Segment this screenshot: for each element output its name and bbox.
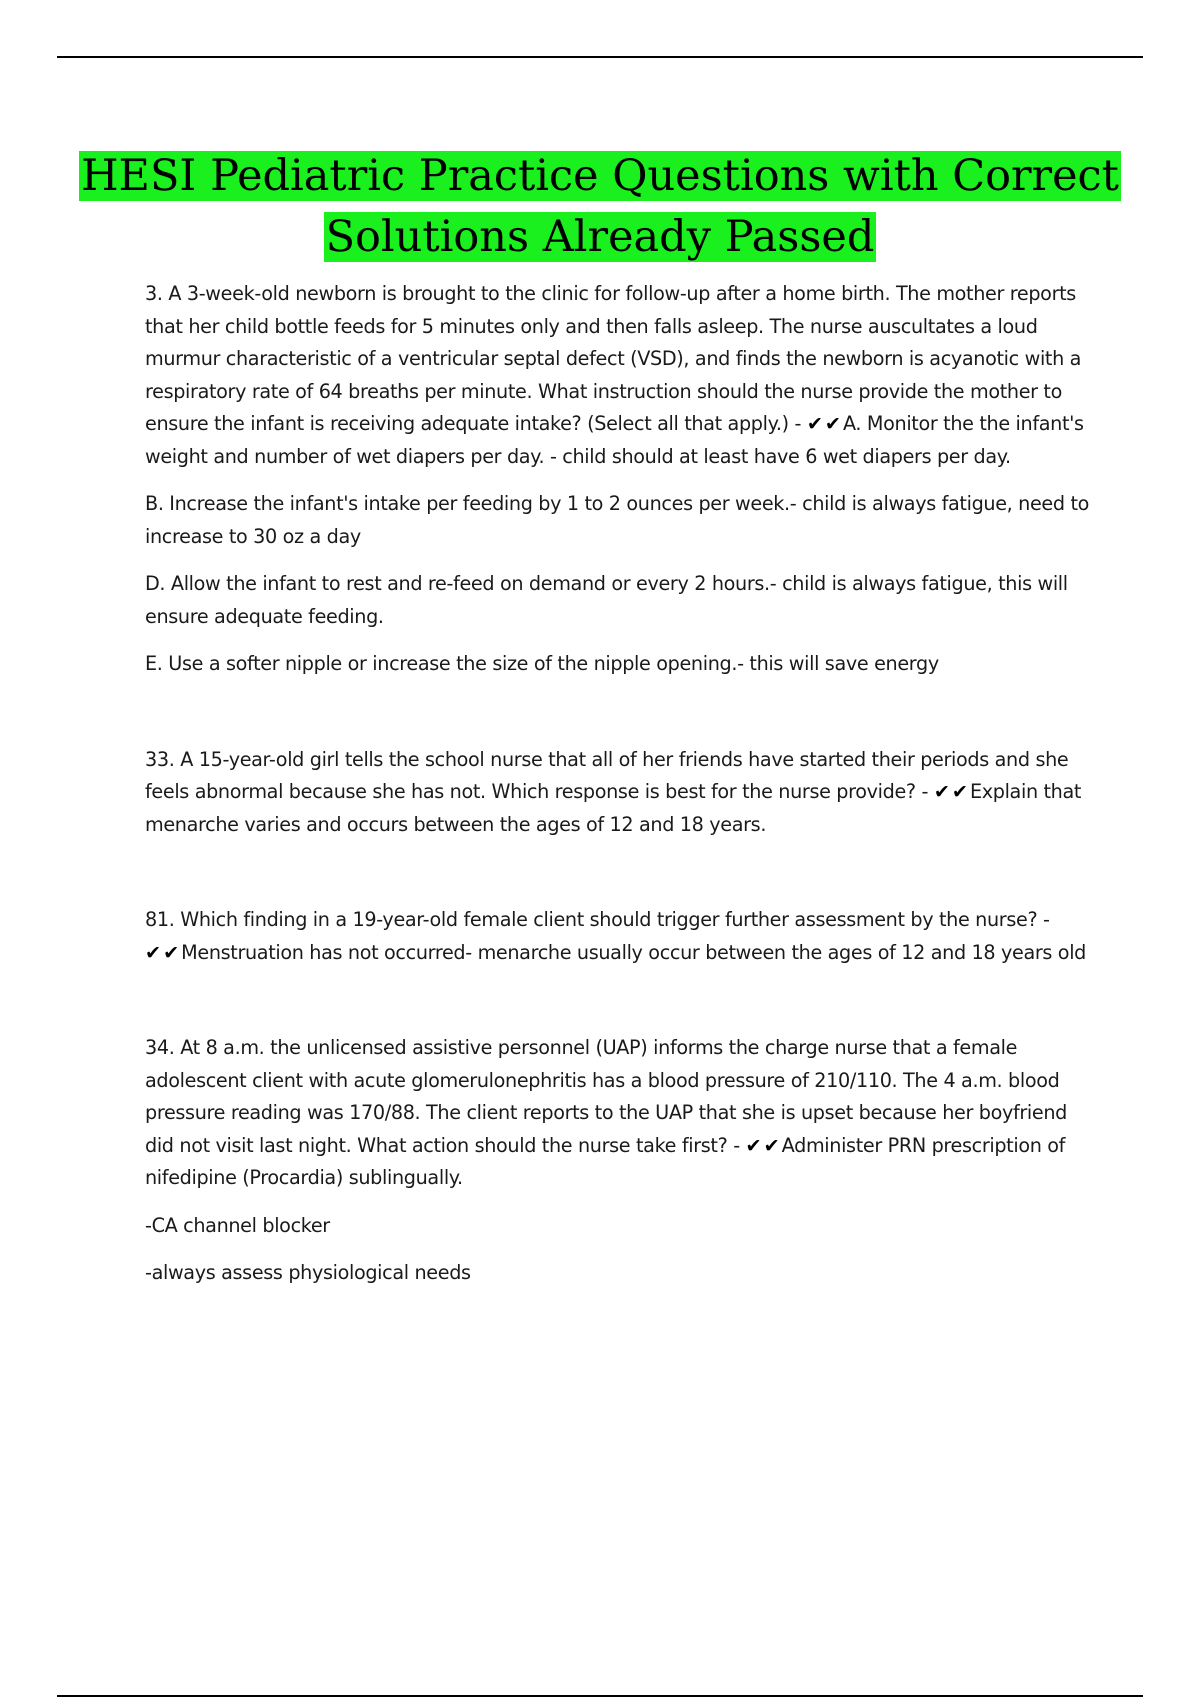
check-icon: ✔✔ [933, 780, 970, 803]
question-81-text: 81. Which finding in a 19-year-old female client should trigger further assessment by the nurse? - [145, 908, 1050, 931]
question-34-note-2: -always assess physiological needs [145, 1261, 471, 1284]
question-3-answer-a: A. Monitor the the infant's weight and number of wet diapers per day. - child should at least have 6 wet diapers per day. [145, 412, 1084, 468]
question-3-answer-e: E. Use a softer nipple or increase the size of the nipple opening.- this will save energy [145, 652, 939, 675]
check-icon: ✔✔ [806, 412, 843, 435]
question-81 [145, 904, 1090, 969]
question-34-text: 34. At 8 a.m. the unlicensed assistive personnel (UAP) informs the charge nurse that a female adolescent client with acute glomerulonephritis has a blood pressure of 210/110. The 4 a.m. blood pressure reading was 170/88. The client reports to the UAP that she is upset because her boyfriend did not visit last night. What action should the nurse take first? - [145, 1036, 1067, 1157]
question-34-answer: Administer PRN prescription of nifedipine (Procardia) sublingually. [145, 1133, 1066, 1189]
bottom-rule [57, 1695, 1143, 1697]
question-81-answer: Menstruation has not occurred- menarche usually occur between the ages of 12 and 18 years old [181, 940, 1087, 964]
document-body [145, 278, 1090, 1305]
question-34-note-1: -CA channel blocker [145, 1213, 330, 1237]
question-33-answer: Explain that menarche varies and occurs between the ages of 12 and 18 years. [145, 780, 1082, 836]
document-title [60, 146, 1140, 268]
question-33 [145, 744, 1090, 842]
check-icon: ✔✔ [745, 1133, 782, 1157]
question-33-text: 33. A 15-year-old girl tells the school nurse that all of her friends have started their periods and she feels abnormal because she has not. Which response is best for the nurse provide? - [145, 747, 1069, 803]
question-3-answer-b: B. Increase the infant's intake per feeding by 1 to 2 ounces per week.- child is always fatigue, need to increase to 30 oz a day [145, 492, 1090, 548]
title-line-1: HESI Pediatric Practice Questions with Correct [81, 151, 1119, 201]
question-34 [145, 1032, 1090, 1195]
question-3-text: 3. A 3-week-old newborn is brought to the clinic for follow-up after a home birth. The mother reports that her child bottle feeds for 5 minutes only and then falls asleep. The nurse auscultates a loud murmur characteristic of a ventricular septal defect (VSD), and finds the newborn is acyanotic with a respiratory rate of 64 breaths per minute. What instruction should the nurse provide the mother to ensure the infant is receiving adequate intake? (Select all that apply.) - [145, 282, 1082, 435]
check-icon: ✔✔ [145, 940, 182, 964]
question-3 [145, 278, 1090, 473]
top-rule [57, 56, 1143, 58]
question-3-answer-d: D. Allow the infant to rest and re-feed on demand or every 2 hours.- child is always fatigue, this will ensure adequate feeding. [145, 572, 1068, 628]
title-line-2: Solutions Already Passed [325, 212, 875, 262]
